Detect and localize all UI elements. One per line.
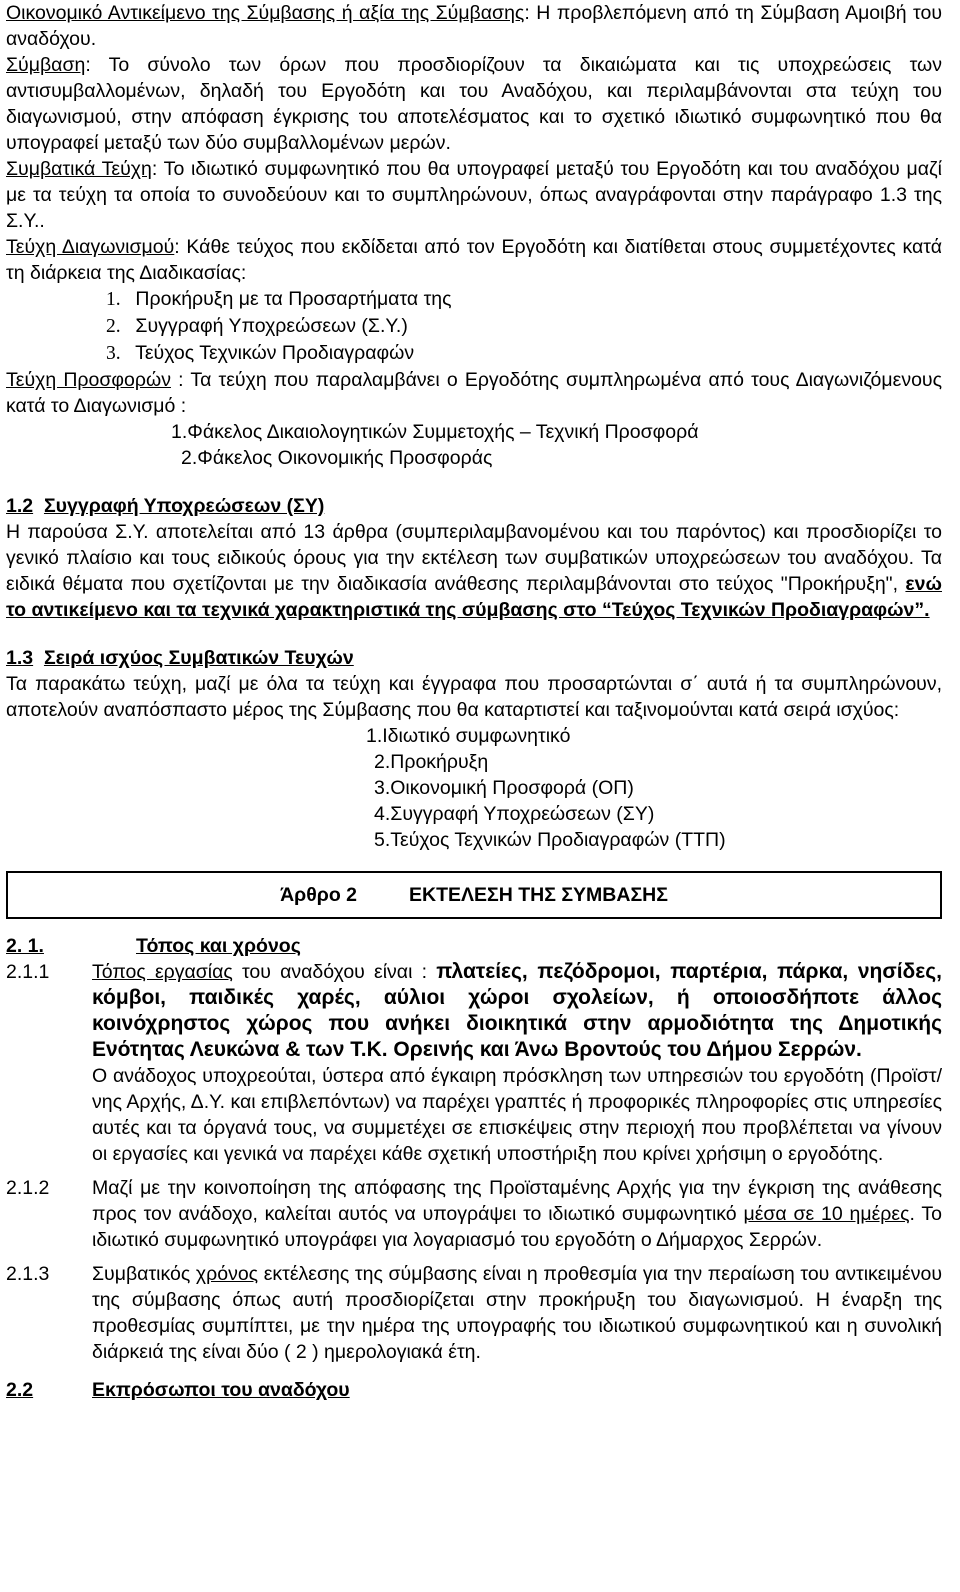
subsection-2-1-1 [6,959,942,1167]
list-item [6,340,942,367]
paragraph-text: εκτέλεσης της σύμβασης είναι η προθεσμία για την περαίωση του αντικειμένου της σύμβασης όπως αυτή προσδιορίζεται στην προκήρυξη του διαγωνισμού. Η έναρξη της προθεσμίας συμπίπτει, με την ημέρα της υπογραφής του ιδιωτικού συμφωνητικού και η συνολική διάρκειά της είναι δύο ( 2 ) ημερολογιακά έτη. [92,1263,942,1363]
workplace-locations: πλατείες, πεζόδρομοι, παρτέρια, πάρκα, νησίδες, κόμβοι, παιδικές χαρές, αύλιοι χώροι σχολείων, ή οποιοσδήποτε άλλος κοινόχρηστος χώρος που ανήκει διοικητικά στην αρμοδιότητα της Δημοτικής Ενότητας Λευκώνα & των Τ.Κ. Ορεινής και Άνω Βροντούς του Δήμου Σερρών. [92,960,942,1061]
definition-contract-object [6,0,942,52]
contract-precedence-list [6,723,942,853]
section-heading-2-2 [6,1377,942,1403]
section-number: 2.2 [6,1379,34,1401]
duration-paragraph [47,1261,942,1365]
definition-offer-documents [6,367,942,419]
offer-documents-list [6,419,942,445]
list-item: 1.Ιδιωτικό συμφωνητικό [366,725,571,747]
subsection-body [92,1261,942,1365]
list-number: 1. [106,289,121,310]
subsection-body [92,959,942,1167]
term-contract-object: Οικονομικό Αντικείμενο της Σύμβασης ή αξία της Σύμβασης [6,2,525,24]
offer-documents-list-2 [6,445,942,471]
paragraph-text: Η παρούσα Σ.Υ. αποτελείται από 13 άρθρα (συμπεριλαμβανομένου και του παρόντος) και προσδιορίζει το γενικό πλαίσιο και τους ειδικούς όρους για την εκτέλεση των συμβατικών υποχρεώσεων του αναδόχου. Τα ειδικά θέματα που σχετίζονται με την διαδικασία ανάθεσης περιλαμβάνονται στο τεύχος "Προκήρυξη", [6,521,942,595]
article-title: ΕΚΤΕΛΕΣΗ ΤΗΣ ΣΥΜΒΑΣΗΣ [409,884,668,906]
signing-paragraph [47,1175,942,1253]
term-offer-documents: Τεύχη Προσφορών [6,369,171,391]
definition-text: : Κάθε τεύχος που εκδίδεται από τον Εργοδότη και διατίθεται στους συμμετέχοντες κατά τη διάρκεια της Διαδικασίας: [6,236,942,284]
list-number: 3. [106,343,121,364]
list-item: 2.Φάκελος Οικονομικής Προσφοράς [181,447,493,469]
article-heading-box [6,871,942,919]
list-item: 3.Οικονομική Προσφορά (ΟΠ) [374,777,634,799]
section-title: Σειρά ισχύος Συμβατικών Τευχών [43,647,354,669]
list-number: 2. [106,316,121,337]
article-number: Άρθρο 2 [280,884,357,906]
subsection-body [92,1175,942,1253]
paragraph-text: του αναδόχου είναι : [232,961,437,983]
contractor-obligations-text: Ο ανάδοχος υποχρεούται, ύστερα από έγκαιρη πρόσκληση των υπηρεσιών του εργοδότη (Προϊστ/νης Αρχής, Δ.Υ. και επιβλεπόντων) να παρέχει γραπτές ή προφορικές πληροφορίες στις υπηρεσίες αυτές και τα όργανά τους, να συμμετέχει σε επισκέψεις στην περιοχή που προβλέπεται να γίνουν οι εργασίες και γενικά να παρέχει κάθε σχετική υποστήριξη που κρίνει χρήσιμη ο εργοδότης. [92,1065,942,1165]
definition-text: : Το ιδιωτικό συμφωνητικό που θα υπογραφεί μεταξύ του Εργοδότη και του αναδόχου μαζί με τα τεύχη τα οποία το συνοδεύουν και το συμπληρώνουν, όπως αναγράφονται στην παράγραφο 1.3 της Σ.Υ.. [6,158,942,232]
definition-text: : Τα τεύχη που παραλαμβάνει ο Εργοδότης συμπληρωμένα από τους Διαγωνιζόμενους κατά το Διαγωνισμό : [6,369,942,417]
section-number: 1.2 [6,495,34,517]
definition-text: : Το σύνολο των όρων που προσδιορίζουν τα δικαιώματα και τις υποχρεώσεις των αντισυμβαλλομένων, δηλαδή του Εργοδότη και του Αναδόχου, και περιλαμβάνονται στα τεύχη του διαγωνισμού, στην απόφαση έγκρισης του αποτελέσματος και το σχετικό ιδιωτικό συμφωνητικό που θα υπογραφεί μεταξύ των δύο συμβαλλομένων μερών. [6,54,942,154]
definition-contract [6,52,942,156]
subsection-number: 2.1.3 [6,1263,50,1285]
list-item: 4.Συγγραφή Υποχρεώσεων (ΣΥ) [374,803,655,825]
list-item: 1.Φάκελος Δικαιολογητικών Συμμετοχής – Τεχνική Προσφορά [171,421,699,443]
subsection-number: 2.1.2 [6,1177,50,1199]
section-number: 1.3 [6,647,34,669]
section-1-3-text: Τα παρακάτω τεύχη, μαζί με όλα τα τεύχη και έγγραφα που προσαρτώνται σ΄ αυτά ή τα συμπληρώνουν, αποτελούν αναπόσπαστο μέρος της Σύμβασης που θα καταρτιστεί και ταξινομούνται κατά σειρά ισχύος: [6,673,942,721]
paragraph-text: Συμβατικός [92,1263,196,1285]
paragraph-text: . Το ιδιωτικό συμφωνητικό υπογράφει για λογαριασμό του εργοδότη ο Δήμαρχος Σερρών. [92,1203,942,1251]
emphasized-text: ενώ το αντικείμενο και τα τεχνικά χαρακτηριστικά της σύμβασης στο “Τεύχος Τεχνικών Προδιαγραφών”. [6,573,942,621]
list-item [6,286,942,313]
list-text: Συγγραφή Υποχρεώσεων (Σ.Υ.) [135,315,408,337]
list-text: Προκήρυξη με τα Προσαρτήματα της [135,288,452,310]
term-contract-documents: Συμβατικά Τεύχη [6,158,152,180]
section-heading-1-3 [6,645,942,671]
list-item [6,313,942,340]
list-text: Τεύχος Τεχνικών Προδιαγραφών [135,342,415,364]
section-title: Συγγραφή Υποχρεώσεων (ΣΥ) [43,495,325,517]
term-contract: Σύμβαση [6,54,86,76]
workplace-paragraph [47,959,942,1063]
list-item: 5.Τεύχος Τεχνικών Προδιαγραφών (ΤΤΠ) [374,829,726,851]
section-heading-2-1 [6,933,942,959]
definition-contract-documents [6,156,942,234]
deadline-text: μέσα σε 10 ημέρες [743,1203,910,1225]
subsection-2-1-3 [6,1261,942,1365]
definition-tender-documents [6,234,942,286]
section-number: 2. 1. [6,935,44,957]
workplace-label: Τόπος εργασίας [92,961,233,983]
term-tender-documents: Τεύχη Διαγωνισμού [6,236,175,258]
definition-text: : Η προβλεπόμενη από τη Σύμβαση Αμοιβή του αναδόχου. [6,2,942,50]
section-heading-1-2 [6,493,942,519]
section-title: Τόπος και χρόνος [136,935,301,957]
tender-documents-list [6,286,942,367]
section-title: Εκπρόσωποι του αναδόχου [92,1379,350,1401]
list-item: 2.Προκήρυξη [374,751,489,773]
subsection-number: 2.1.1 [6,961,50,983]
time-term: χρόνος [195,1263,259,1285]
subsection-2-1-2 [6,1175,942,1253]
paragraph-text: Μαζί με την κοινοποίηση της απόφασης της Προϊσταμένης Αρχής για την έγκριση της ανάθεσης προς τον ανάδοχο, καλείται αυτός να υπογράψει το ιδιωτικό συμφωνητικό [92,1177,942,1225]
section-1-2-text [6,519,942,623]
